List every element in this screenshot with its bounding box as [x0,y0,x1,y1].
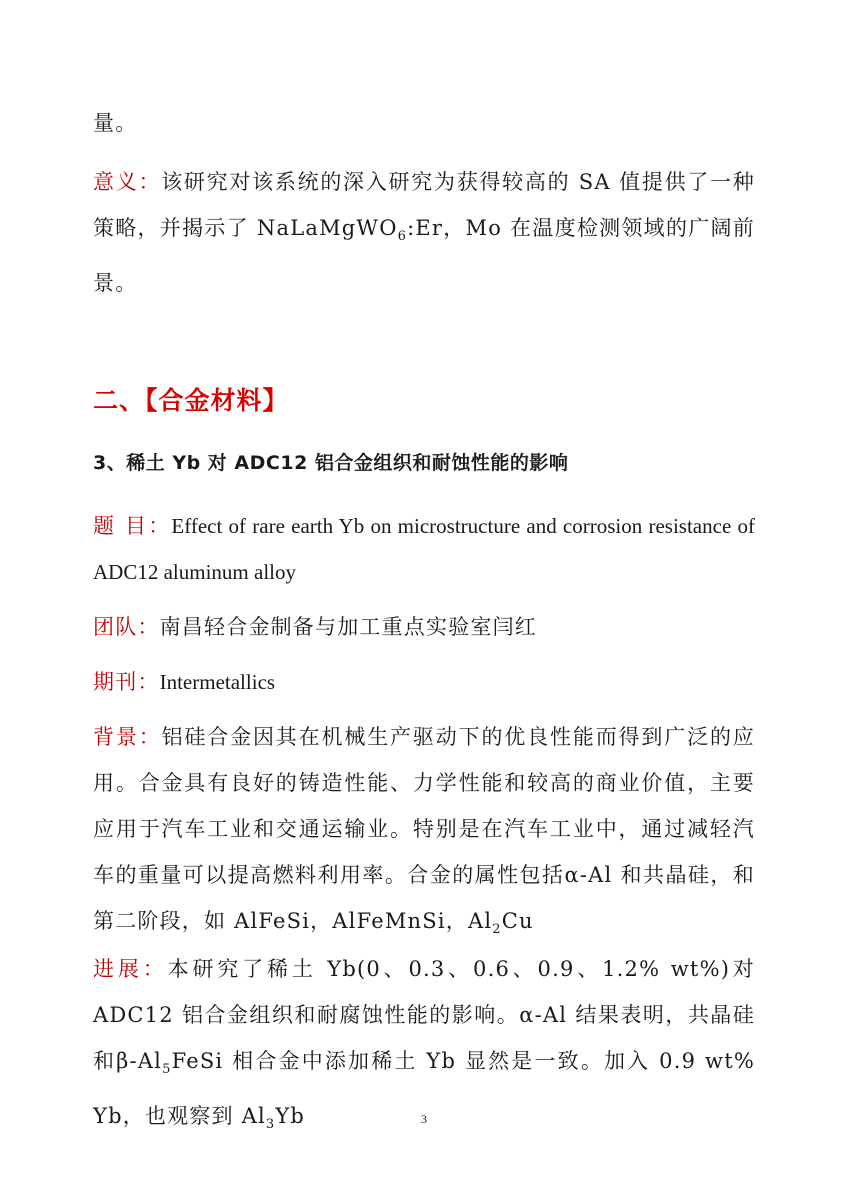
tail-text: 量。 [93,111,138,135]
progress-text-mid: FeSi 相合金中添加稀土 Yb 显然是一致。加入 0.9 wt% Yb，也观察到 Al [93,1049,755,1129]
topic-text: Effect of rare earth Yb on microstructure and corrosion resistance of ADC12 aluminum alloy [93,514,755,584]
background-text-end: Cu [501,909,534,933]
progress-label: 进展： [93,957,168,981]
progress-text: 本研究了稀土 Yb(0、0.3、0.6、0.9、1.2% wt%)对 ADC12 铝合金组织和耐腐蚀性能的影响。α-Al 结果表明，共晶硅和β-Al [93,957,755,1073]
journal-text: Intermetallics [159,670,276,694]
background-text: 铝硅合金因其在机械生产驱动下的优良性能而得到广泛的应用。合金具有良好的铸造性能、力学性能和较高的商业价值，主要应用于汽车工业和交通运输业。特别是在汽车工业中，通过减轻汽车的重量可以提高燃料利用率。合金的属性包括α-Al 和共晶硅，和第二阶段，如 AlFeSi，AlFeMnSi，Al [93,725,755,933]
progress-subscript-2: 3 [265,1117,276,1133]
topic-paragraph [93,503,755,595]
background-paragraph [93,714,755,953]
significance-text-end: :Er，Mo 在温度检测领域的广阔前景。 [93,216,755,296]
progress-subscript-1: 5 [162,1062,172,1078]
journal-paragraph [93,659,755,705]
section-title: 二、【合金材料】 [93,386,289,415]
paragraph-tail [93,100,755,146]
topic-label: 题 目： [93,514,172,538]
item-title: 3、稀土 Yb 对 ADC12 铝合金组织和耐蚀性能的影响 [93,452,569,474]
significance-subscript: 6 [397,229,408,245]
team-label: 团队： [93,615,160,639]
team-paragraph [93,604,755,650]
journal-label: 期刊： [93,670,160,694]
significance-text: 该研究对该系统的深入研究为获得较高的 SA 值提供了一种策略，并揭示了 NaLaMgWO [93,170,755,240]
background-subscript: 2 [492,922,502,938]
background-label: 背景： [93,725,162,749]
team-text: 南昌轻合金制备与加工重点实验室闫红 [159,615,538,639]
significance-paragraph [93,159,755,306]
progress-text-end: Yb [275,1104,306,1129]
page-number: 3 [421,1112,427,1126]
significance-label: 意义： [93,170,162,194]
